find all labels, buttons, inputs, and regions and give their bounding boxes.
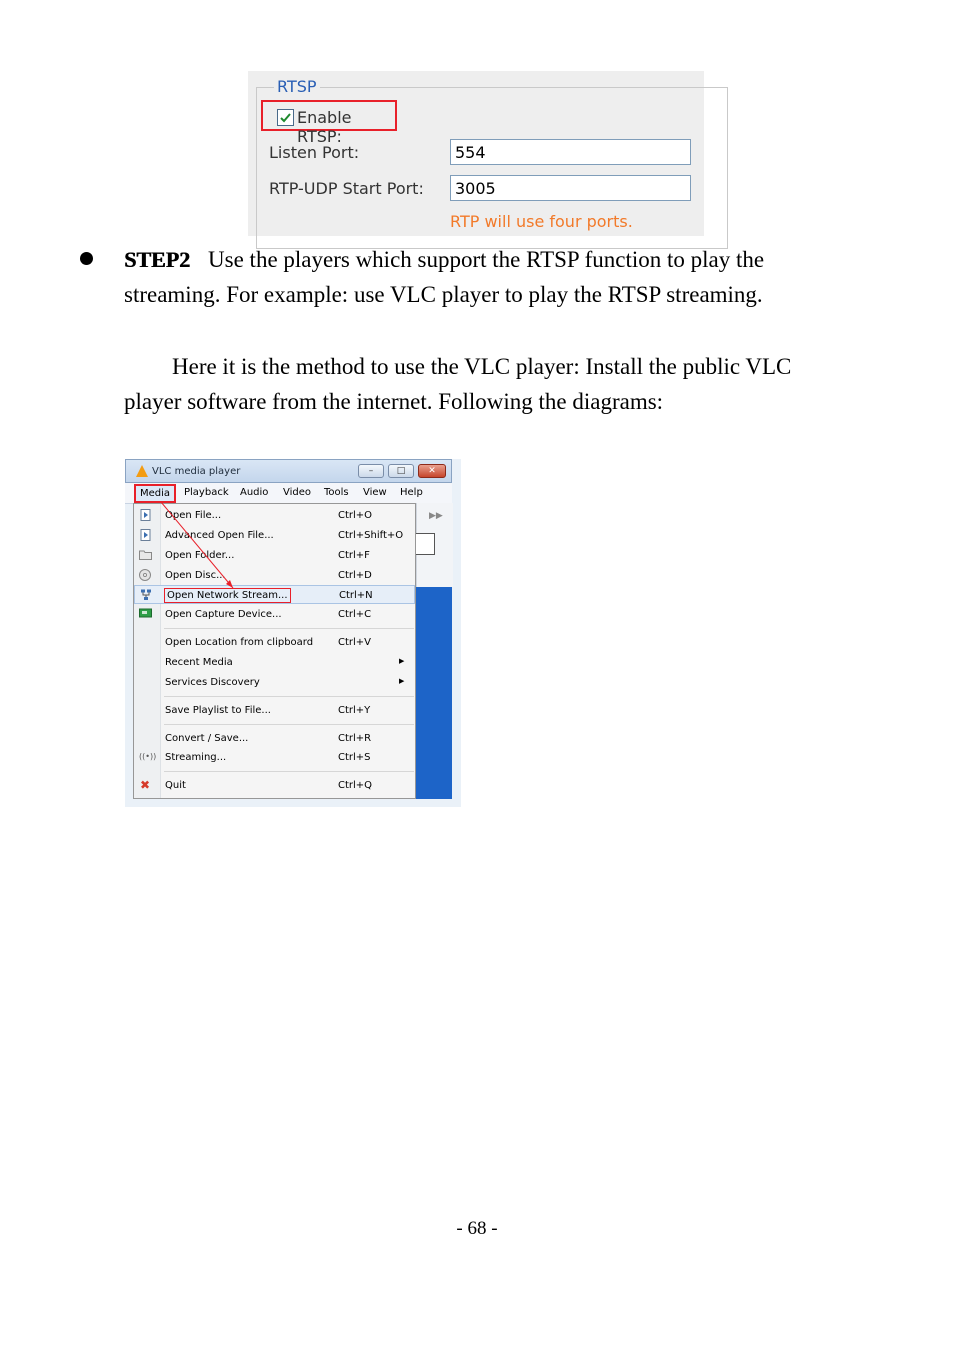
menu-item-label: Streaming...	[165, 752, 227, 763]
page-number: - 68 -	[456, 1218, 498, 1239]
rtsp-legend: RTSP	[274, 77, 320, 96]
menu-item-label: Open Network Stream...	[164, 588, 291, 603]
step2-paragraph	[124, 242, 844, 312]
menu-item-label: Quit	[165, 780, 186, 791]
menu-item-label: Open Location from clipboard	[165, 637, 314, 648]
menu-item-shortcut: Ctrl+O	[338, 510, 373, 521]
menu-item-label: Open Folder...	[165, 550, 235, 561]
listen-port-label: Listen Port:	[269, 143, 360, 162]
menu-item-label: Advanced Open File...	[165, 530, 274, 541]
enable-rtsp-highlight	[261, 100, 397, 146]
menu-help[interactable]: Help	[400, 487, 423, 498]
checkmark-icon	[279, 111, 292, 124]
menu-item-label: Open File...	[165, 510, 222, 521]
menu-item-shortcut: Ctrl+Shift+O	[338, 530, 404, 541]
rtp-ports-note: RTP will use four ports.	[450, 212, 633, 231]
enable-rtsp-checkbox[interactable]	[277, 109, 294, 126]
step2-text: Use the players which support the RTSP function to play the streaming. For example: use VLC player to play the RTSP streaming.	[124, 247, 765, 307]
menu-item-label: Recent Media	[165, 657, 233, 668]
menu-view[interactable]: View	[363, 487, 387, 498]
menu-item-label: Services Discovery	[165, 677, 260, 688]
next-icon[interactable]: ▶▶	[429, 511, 443, 521]
menu-item-shortcut: Ctrl+D	[338, 570, 372, 581]
menu-item-shortcut: Ctrl+C	[338, 609, 372, 620]
bullet-icon	[80, 252, 93, 265]
broadcast-icon: ((•))	[139, 752, 157, 761]
menu-tools[interactable]: Tools	[324, 487, 349, 498]
menu-item-label: Save Playlist to File...	[165, 705, 271, 716]
rtp-udp-start-port-label: RTP-UDP Start Port:	[269, 179, 424, 198]
submenu-arrow-icon: ▶	[399, 677, 405, 685]
minimize-button[interactable]: –	[358, 464, 384, 478]
menu-media[interactable]: Media	[134, 484, 176, 503]
menu-item-shortcut: Ctrl+Y	[338, 705, 371, 716]
enable-rtsp-label: Enable RTSP:	[297, 108, 352, 146]
submenu-arrow-icon: ▶	[399, 657, 405, 665]
step2-label: STEP2	[124, 247, 191, 272]
vlc-screenshot	[125, 459, 461, 807]
menu-item-shortcut: Ctrl+Q	[338, 780, 373, 791]
menu-item-shortcut: Ctrl+S	[338, 752, 371, 763]
menu-item-label: Convert / Save...	[165, 733, 249, 744]
red-pointer-arrow	[125, 459, 461, 807]
menu-video[interactable]: Video	[283, 487, 312, 498]
menu-item-shortcut: Ctrl+V	[338, 637, 372, 648]
maximize-button[interactable]: □	[388, 464, 414, 478]
menu-item-shortcut: Ctrl+F	[338, 550, 370, 561]
menu-item-shortcut: Ctrl+R	[338, 733, 372, 744]
menu-item-shortcut: Ctrl+N	[339, 590, 373, 601]
menu-item-label: Open Capture Device...	[165, 609, 282, 620]
instructions-paragraph: Here it is the method to use the VLC player: Install the public VLC player software from the internet. Following the diagrams:	[124, 354, 792, 414]
vlc-window-title: VLC media player	[152, 466, 241, 477]
menu-playback[interactable]: Playback	[184, 487, 229, 498]
listen-port-input[interactable]: 554	[450, 139, 691, 165]
quit-x-icon: ✖	[139, 778, 151, 792]
menu-audio[interactable]: Audio	[240, 487, 269, 498]
rtp-udp-start-port-input[interactable]: 3005	[450, 175, 691, 201]
rtsp-settings-screenshot	[248, 71, 704, 236]
close-button[interactable]: ✕	[418, 464, 446, 478]
menu-item-label: Open Disc...	[165, 570, 226, 581]
